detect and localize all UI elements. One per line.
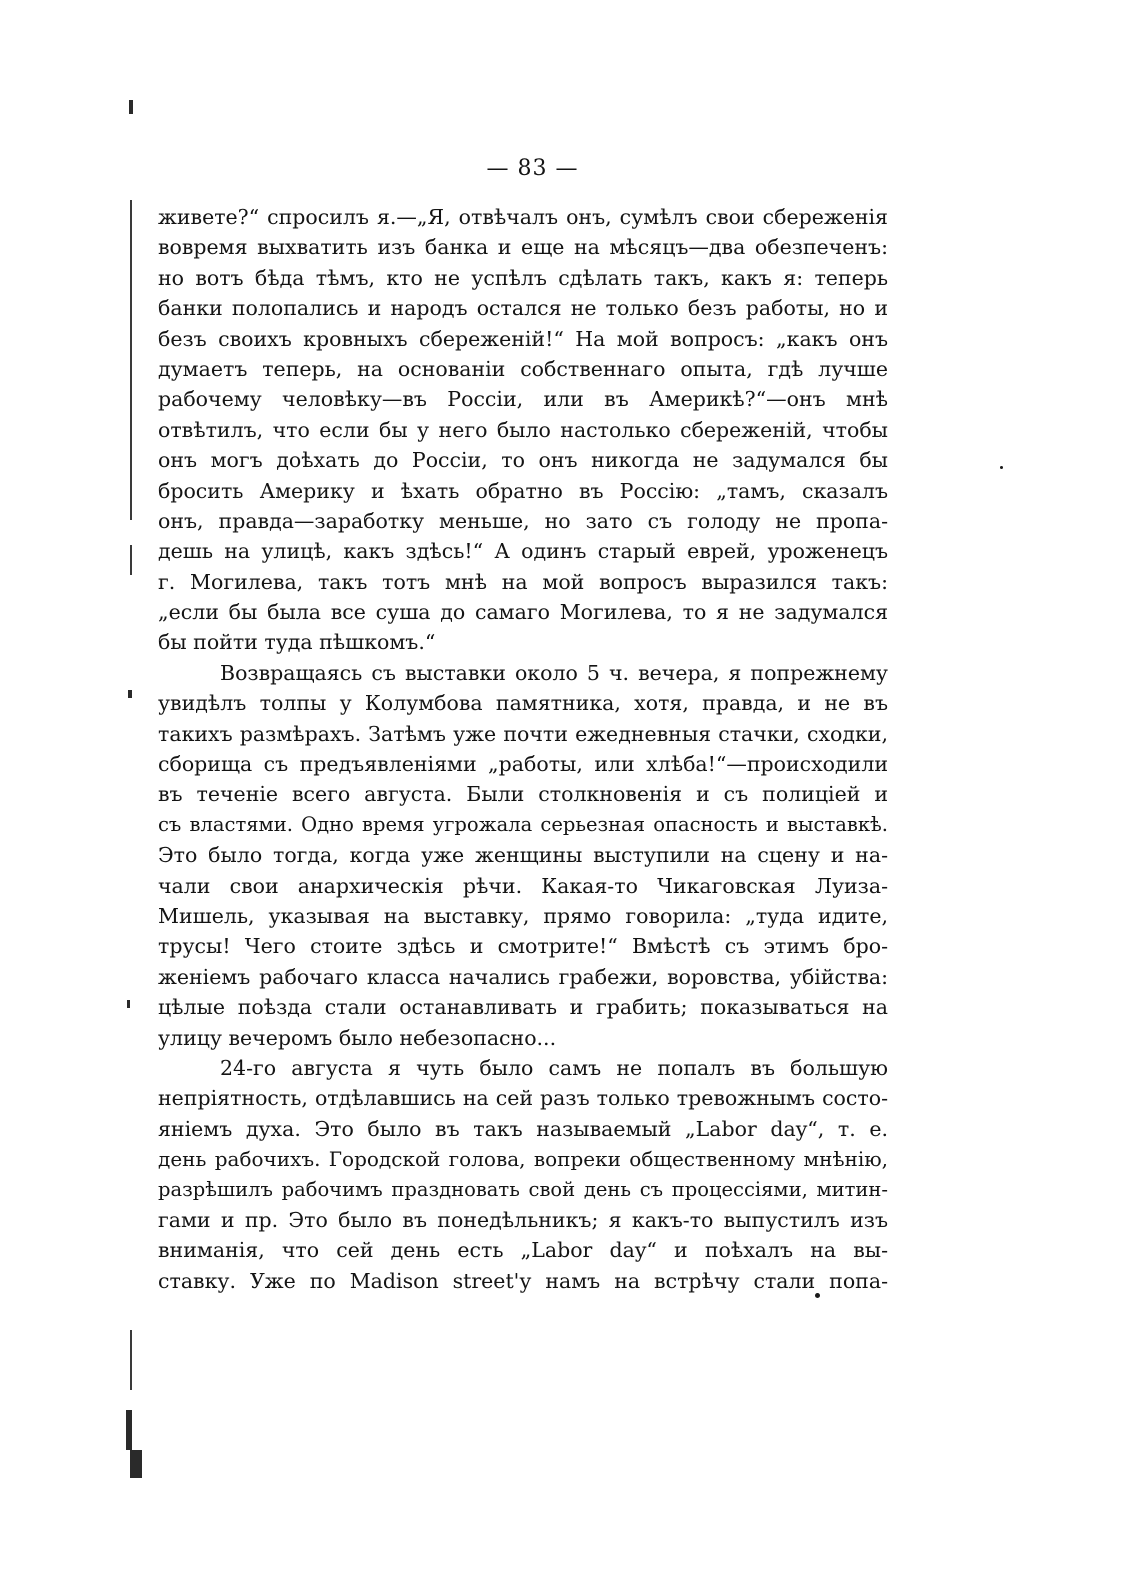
text-line: вниманія, что сей день есть „Labor day“ и поѣхалъ на вы- — [158, 1238, 888, 1263]
text-line: г. Могилева, такъ тотъ мнѣ на мой вопросъ выразился такъ: — [158, 569, 888, 594]
page-number: — 83 — — [486, 156, 579, 181]
text-line: увидѣлъ толпы у Колумбова памятника, хотя, правда, и не въ — [158, 691, 888, 716]
text-line: Возвращаясь съ выставки около 5 ч. вечера, я попрежнему — [220, 660, 888, 685]
text-line: отвѣтилъ, что если бы у него было настолько сбереженій, чтобы — [158, 417, 888, 442]
text-line: улицу вечеромъ было небезопасно... — [158, 1025, 557, 1050]
text-line: бросить Америку и ѣхать обратно въ Россію: „тамъ, сказалъ — [158, 478, 888, 503]
margin-mark — [128, 690, 132, 698]
margin-rule — [130, 200, 132, 520]
text-line: такихъ размѣрахъ. Затѣмъ уже почти ежедневныя стачки, сходки, — [158, 721, 888, 746]
text-line: Мишель, указывая на выставку, прямо говорила: „туда идите, — [158, 903, 888, 928]
body-text — [158, 202, 888, 1296]
text-line: съ властями. Одно время угрожала серьезная опасность и выставкѣ. — [158, 812, 888, 836]
text-line: бы пойти туда пѣшкомъ.“ — [158, 630, 436, 655]
text-line: живете?“ спросилъ я.—„Я, отвѣчалъ онъ, сумѣлъ свои сбереженія — [158, 205, 888, 229]
margin-rule — [130, 1330, 132, 1390]
text-line: Это было тогда, когда уже женщины выступили на сцену и на- — [158, 843, 888, 868]
text-line: безъ своихъ кровныхъ сбереженій!“ На мой вопросъ: „какъ онъ — [158, 326, 888, 351]
text-line: ставку. Уже по Madison street'у намъ на встрѣчу стали попа- — [158, 1268, 888, 1293]
text-line: дешь на улицѣ, какъ здѣсь!“ А одинъ старый еврей, уроженецъ — [158, 539, 888, 564]
text-line: женіемъ рабочаго класса начались грабежи, воровства, убійства: — [158, 964, 888, 989]
text-line: день рабочихъ. Городской голова, вопреки общественному мнѣнію, — [158, 1147, 888, 1172]
text-line: непріятность, отдѣлавшись на сей разъ только тревожнымъ состо- — [158, 1086, 888, 1111]
text-line: онъ могъ доѣхать до Россіи, то онъ никогда не задумался бы — [158, 448, 888, 473]
margin-mark — [127, 1000, 130, 1008]
text-line: вовремя выхватить изъ банка и еще на мѣсяцъ—два обезпеченъ: — [158, 235, 888, 260]
text-line: гами и пр. Это было въ понедѣльникъ; я какъ-то выпустилъ изъ — [158, 1207, 888, 1232]
text-line: банки полопались и народъ остался не только безъ работы, но и — [158, 296, 888, 321]
margin-mark — [126, 1410, 132, 1450]
text-line: трусы! Чего стоите здѣсь и смотрите!“ Вмѣстѣ съ этимъ бро- — [158, 934, 888, 959]
text-line: но вотъ бѣда тѣмъ, кто не успѣлъ сдѣлать такъ, какъ я: теперь — [158, 265, 888, 290]
text-line: разрѣшилъ рабочимъ праздновать свой день съ процессіями, митин- — [158, 1177, 888, 1201]
margin-rule — [130, 545, 132, 575]
text-line: яніемъ духа. Это было въ такъ называемый „Labor day“, т. е. — [158, 1116, 888, 1141]
text-line: цѣлые поѣзда стали останавливать и грабить; показываться на — [158, 995, 888, 1020]
text-line: сборища съ предъявленіями „работы, или хлѣба!“—происходили — [158, 752, 888, 777]
text-line: чали свои анархическія рѣчи. Какая-то Чикаговская Луиза- — [158, 873, 888, 898]
margin-mark — [129, 100, 133, 114]
margin-mark — [130, 1450, 142, 1478]
text-line: въ теченіе всего августа. Были столкновенія и съ полиціей и — [158, 782, 888, 807]
text-line: онъ, правда—заработку меньше, но зато съ голоду не пропа- — [158, 508, 888, 533]
text-line: думаетъ теперь, на основаніи собственнаго опыта, гдѣ лучше — [158, 356, 888, 381]
text-line: 24-го августа я чуть было самъ не попалъ въ большую — [220, 1055, 888, 1080]
text-line: „если бы была все суша до самаго Могилева, то я не задумался — [158, 600, 888, 625]
scan-speck — [1000, 466, 1003, 469]
text-line: рабочему человѣку—въ Россіи, или въ Америкѣ?“—онъ мнѣ — [158, 387, 888, 412]
